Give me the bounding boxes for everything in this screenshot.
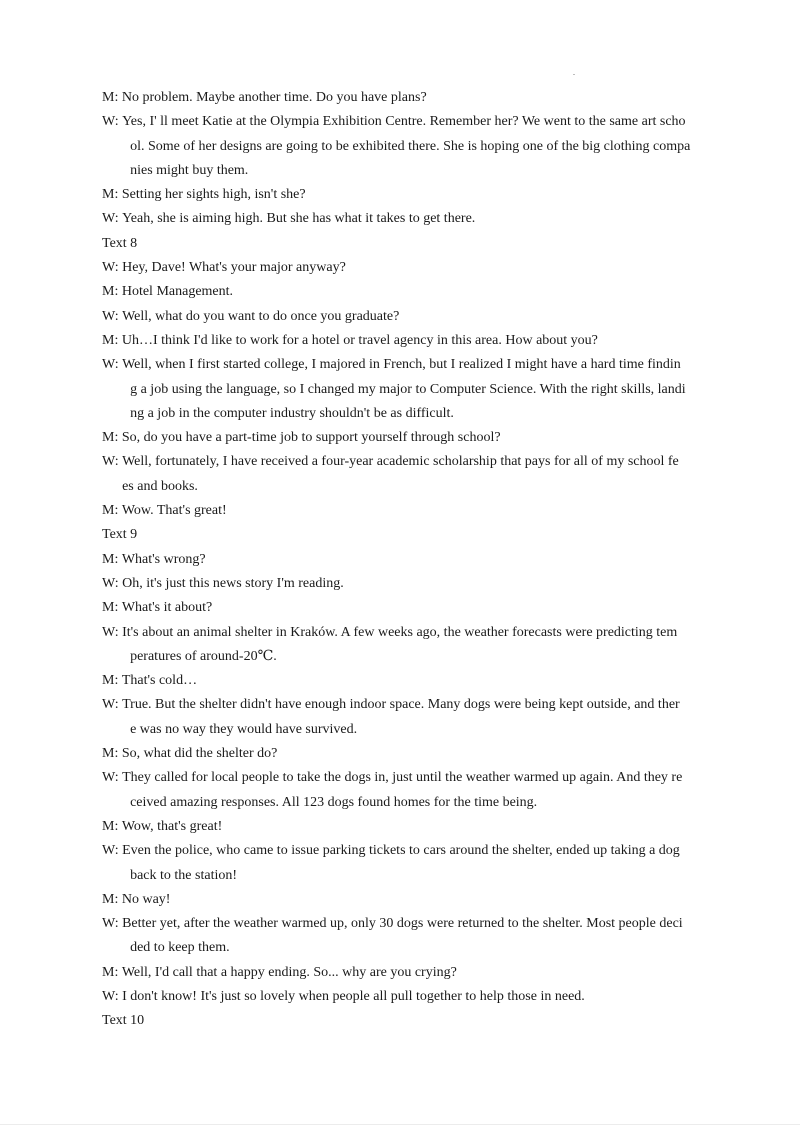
dialogue-text-row: ceived amazing responses. All 123 dogs found homes for the time being. — [130, 794, 538, 810]
transcript-body — [102, 86, 702, 1034]
dialogue-line — [102, 815, 702, 839]
dialogue-text: Hey, Dave! What's your major anyway? — [122, 260, 346, 276]
speaker-label: W: — [102, 260, 123, 276]
dialogue-text-row: Well, when I first started college, I majored in French, but I realized I might have a hard time findin — [122, 357, 681, 373]
dialogue-text-row: peratures of around-20℃. — [130, 648, 277, 664]
dialogue-text-row: ded to keep them. — [130, 940, 230, 956]
speaker-label: M: — [102, 964, 122, 980]
dialogue-text — [122, 766, 702, 815]
speaker-label: M: — [102, 90, 122, 105]
section-heading: Text 8 — [102, 235, 138, 251]
dialogue-text: No way! — [121, 891, 171, 907]
dialogue-text: So, what did the shelter do? — [121, 746, 278, 762]
dialogue-line — [102, 183, 702, 207]
dialogue-line — [102, 353, 702, 426]
speaker-label: W: — [102, 916, 123, 932]
dialogue-line — [102, 426, 702, 450]
dialogue-text — [122, 621, 702, 670]
speaker-label: M: — [102, 503, 122, 519]
dialogue-line — [102, 305, 702, 329]
dialogue-text: Well, I'd call that a happy ending. So... why are you crying? — [121, 964, 457, 980]
dialogue-line — [102, 256, 702, 280]
dialogue-text — [122, 693, 702, 742]
speaker-label: M: — [102, 284, 122, 300]
dialogue-text: Wow, that's great! — [121, 818, 223, 834]
dialogue-text: Well, what do you want to do once you graduate? — [122, 308, 400, 324]
dialogue-text: Setting her sights high, isn't she? — [121, 187, 306, 203]
dialogue-line — [102, 499, 702, 523]
dialogue-text-row: Yes, I' ll meet Katie at the Olympia Exhibition Centre. Remember her? We went to the same art scho — [122, 114, 686, 130]
dialogue-text-row: g a job using the language, so I changed my major to Computer Science. With the right skills, landi — [130, 381, 686, 397]
dialogue-text — [122, 353, 702, 426]
dialogue-text-row: ng a job in the computer industry shouldn't be as difficult. — [130, 405, 454, 421]
dialogue-text — [122, 912, 702, 961]
speaker-label: M: — [102, 332, 122, 348]
dialogue-text-row: Well, fortunately, I have received a four-year academic scholarship that pays for all of my school fe — [122, 454, 679, 470]
section-heading: Text 10 — [102, 1013, 145, 1029]
speaker-label: M: — [102, 818, 122, 834]
speaker-label: W: — [102, 114, 123, 130]
speaker-label: M: — [102, 600, 122, 616]
dialogue-text-row: True. But the shelter didn't have enough indoor space. Many dogs were being kept outside, and ther — [122, 697, 680, 713]
dialogue-text: That's cold… — [121, 673, 198, 689]
dialogue-line — [102, 888, 702, 912]
dialogue-line — [102, 572, 702, 596]
dialogue-line — [102, 548, 702, 572]
speaker-label: W: — [102, 357, 123, 373]
dialogue-text-row: nies might buy them. — [130, 162, 249, 178]
dialogue-line — [102, 621, 702, 670]
speaker-label: W: — [102, 624, 123, 640]
dialogue-text-row: e was no way they would have survived. — [130, 721, 358, 737]
dialogue-line — [102, 839, 702, 888]
dialogue-text: Wow. That's great! — [121, 503, 227, 519]
speaker-label: W: — [102, 575, 123, 591]
scan-speck — [573, 74, 575, 75]
speaker-label: M: — [102, 187, 122, 203]
speaker-label: M: — [102, 430, 122, 446]
dialogue-text — [122, 110, 702, 183]
speaker-label: W: — [102, 843, 123, 859]
dialogue-text-row: back to the station! — [130, 867, 238, 883]
dialogue-line — [102, 596, 702, 620]
dialogue-text: I don't know! It's just so lovely when people all pull together to help those in need. — [122, 988, 585, 1004]
dialogue-text-row: It's about an animal shelter in Kraków. A few weeks ago, the weather forecasts were predicting tem — [122, 624, 678, 640]
dialogue-line — [102, 450, 702, 499]
dialogue-line — [102, 742, 702, 766]
page-bottom-edge — [0, 1124, 800, 1125]
speaker-label: W: — [102, 988, 123, 1004]
dialogue-text: So, do you have a part-time job to support yourself through school? — [121, 430, 501, 446]
dialogue-text — [122, 839, 702, 888]
dialogue-text — [122, 450, 702, 499]
dialogue-line — [102, 985, 702, 1009]
speaker-label: M: — [102, 551, 122, 567]
dialogue-text: Yeah, she is aiming high. But she has what it takes to get there. — [122, 211, 476, 227]
dialogue-text: Hotel Management. — [121, 284, 234, 300]
speaker-label: W: — [102, 211, 123, 227]
dialogue-text-row: They called for local people to take the dogs in, just until the weather warmed up again. And they re — [122, 770, 683, 786]
speaker-label: W: — [102, 454, 123, 470]
dialogue-line — [102, 693, 702, 742]
speaker-label: W: — [102, 770, 123, 786]
dialogue-line — [102, 912, 702, 961]
dialogue-line — [102, 207, 702, 231]
dialogue-text: What's it about? — [121, 600, 213, 616]
dialogue-text-row: ol. Some of her designs are going to be exhibited there. She is hoping one of the big clothing compa — [130, 138, 691, 154]
dialogue-line — [102, 86, 702, 110]
dialogue-text: What's wrong? — [121, 551, 206, 567]
dialogue-text: No problem. Maybe another time. Do you have plans? — [121, 90, 427, 105]
speaker-label: M: — [102, 673, 122, 689]
speaker-label: M: — [102, 746, 122, 762]
dialogue-line — [102, 280, 702, 304]
dialogue-text: Uh…I think I'd like to work for a hotel or travel agency in this area. How about you? — [121, 332, 598, 348]
dialogue-text-row: es and books. — [122, 478, 198, 494]
dialogue-line — [102, 766, 702, 815]
speaker-label: W: — [102, 697, 123, 713]
dialogue-text-row: Better yet, after the weather warmed up, only 30 dogs were returned to the shelter. Most people deci — [122, 916, 683, 932]
dialogue-line — [102, 329, 702, 353]
dialogue-text-row: Even the police, who came to issue parking tickets to cars around the shelter, ended up taking a dog — [122, 843, 680, 859]
dialogue-text: Oh, it's just this news story I'm reading. — [122, 575, 344, 591]
dialogue-line — [102, 669, 702, 693]
speaker-label: M: — [102, 891, 122, 907]
dialogue-line — [102, 110, 702, 183]
speaker-label: W: — [102, 308, 123, 324]
dialogue-line — [102, 961, 702, 985]
section-heading: Text 9 — [102, 527, 138, 543]
